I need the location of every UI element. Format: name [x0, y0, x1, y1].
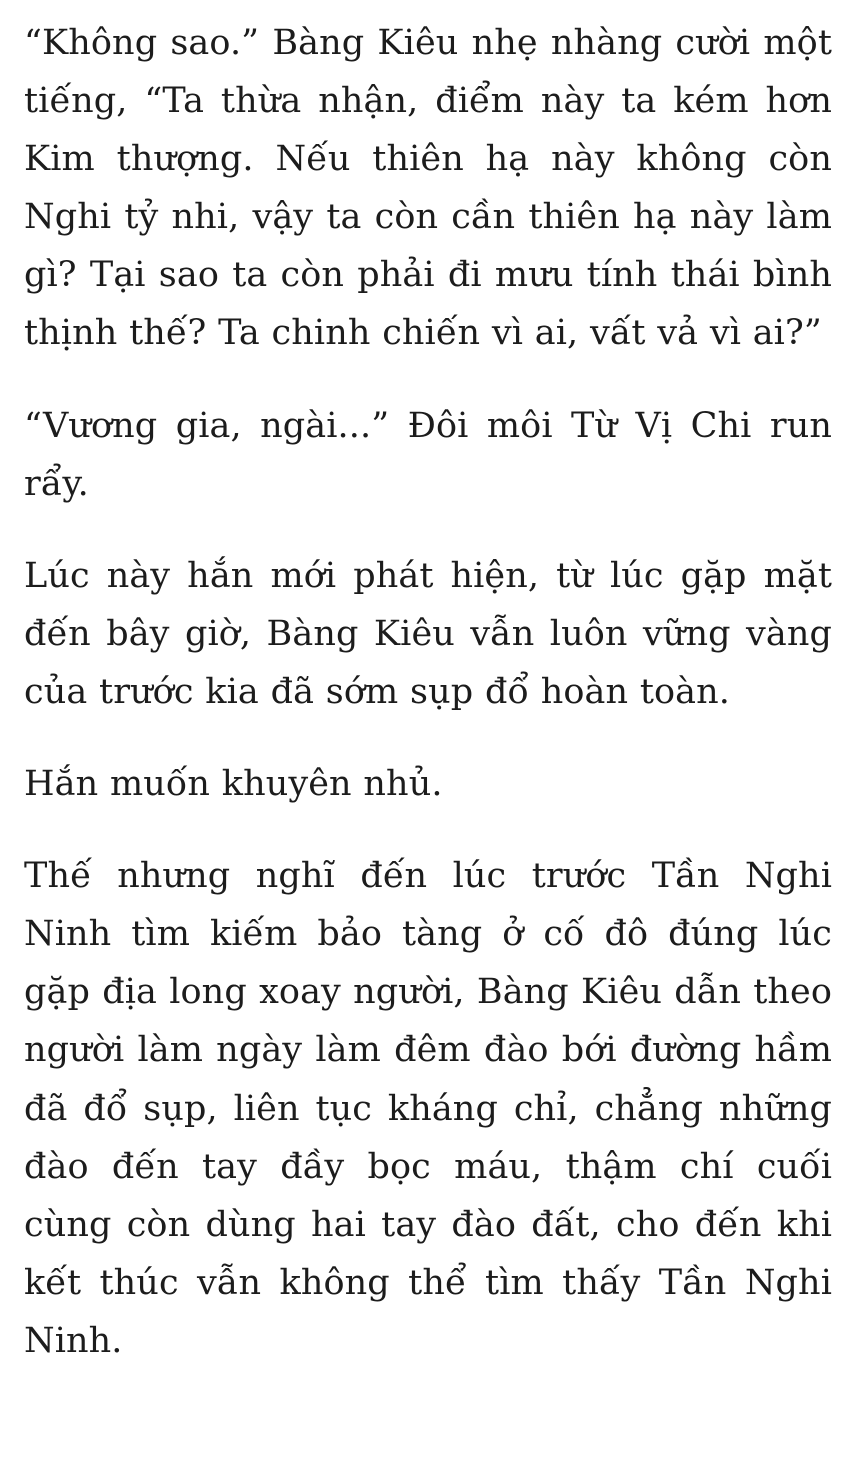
paragraph: “Vương gia, ngài...” Đôi môi Từ Vị Chi run rẩy. [24, 405, 832, 504]
chapter-text [24, 14, 832, 1370]
paragraph: “Không sao.” Bàng Kiêu nhẹ nhàng cười một tiếng, “Ta thừa nhận, điểm này ta kém hơn Kim thượng. Nếu thiên hạ này không còn Nghi tỷ nhi, vậy ta còn cần thiên hạ này làm gì? Tại sao ta còn phải đi mưu tính thái bình thịnh thế? Ta chinh chiến vì ai, vất vả vì ai?” [24, 23, 832, 354]
paragraph: Hắn muốn khuyên nhủ. [24, 764, 443, 805]
paragraph: Thế nhưng nghĩ đến lúc trước Tần Nghi Ninh tìm kiếm bảo tàng ở cố đô đúng lúc gặp địa long xoay người, Bàng Kiêu dẫn theo người làm ngày làm đêm đào bới đường hầm đã đổ sụp, liên tục kháng chỉ, chẳng những đào đến tay đầy bọc máu, thậm chí cuối cùng còn dùng hai tay đào đất, cho đến khi kết thúc vẫn không thể tìm thấy Tần Nghi Ninh. [24, 856, 832, 1361]
paragraph: Lúc này hắn mới phát hiện, từ lúc gặp mặt đến bây giờ, Bàng Kiêu vẫn luôn vững vàng của trước kia đã sớm sụp đổ hoàn toàn. [24, 555, 832, 712]
